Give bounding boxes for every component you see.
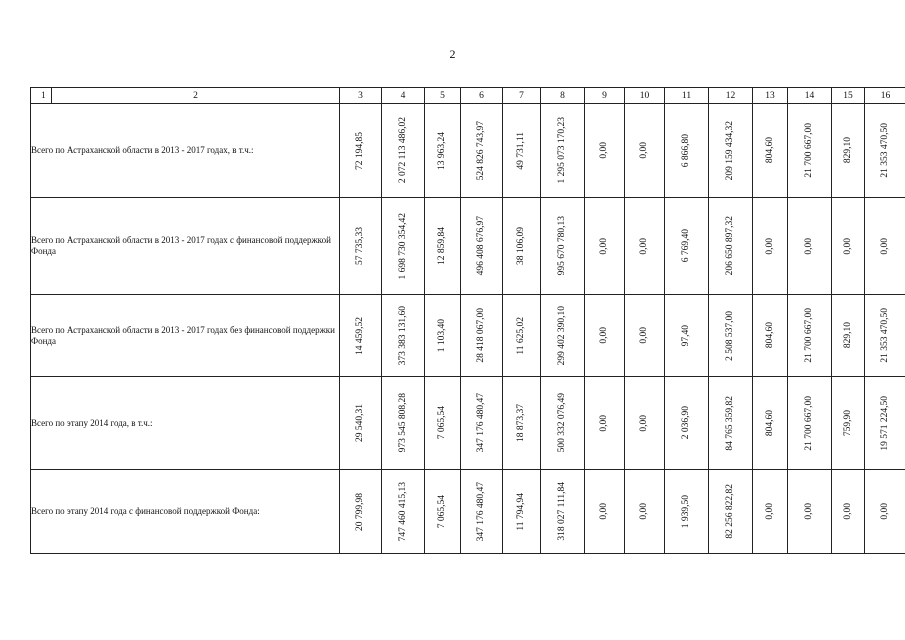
value-text: 38 106,09 bbox=[516, 227, 526, 265]
value-cell bbox=[425, 295, 461, 377]
value-cell bbox=[541, 470, 585, 554]
table-row-region-total bbox=[31, 104, 905, 198]
header-cell: 11 bbox=[665, 88, 709, 104]
value-cell bbox=[340, 377, 382, 470]
value-text: 373 383 131,60 bbox=[397, 305, 408, 366]
value-text: 0,00 bbox=[804, 503, 814, 520]
value-cell bbox=[425, 470, 461, 554]
value-text: 7 065,54 bbox=[437, 494, 447, 529]
value-cell bbox=[625, 377, 665, 470]
value-text: 0,00 bbox=[599, 142, 609, 159]
value-cell bbox=[625, 470, 665, 554]
value-text: 72 194,85 bbox=[355, 131, 365, 170]
value-text: 347 176 480,47 bbox=[476, 393, 486, 453]
header-cell: 3 bbox=[340, 88, 382, 104]
value-cell bbox=[832, 377, 865, 470]
value-text: 0,00 bbox=[842, 237, 853, 255]
value-text: 0,00 bbox=[639, 327, 649, 344]
value-cell bbox=[788, 295, 832, 377]
value-cell bbox=[382, 377, 425, 470]
value-cell bbox=[753, 198, 788, 295]
value-cell bbox=[541, 295, 585, 377]
header-cell: 10 bbox=[625, 88, 665, 104]
value-text: 0,00 bbox=[599, 414, 609, 432]
value-cell bbox=[382, 295, 425, 377]
value-cell bbox=[665, 470, 709, 554]
value-cell bbox=[585, 470, 625, 554]
value-text: 1 939,50 bbox=[681, 494, 691, 529]
value-text: 6 866,80 bbox=[681, 133, 691, 168]
value-cell bbox=[425, 104, 461, 198]
value-text: 206 650 897,32 bbox=[725, 216, 735, 276]
value-text: 0,00 bbox=[880, 503, 890, 520]
value-text: 1 103,40 bbox=[437, 318, 447, 353]
header-cell: 12 bbox=[709, 88, 753, 104]
value-cell bbox=[709, 198, 753, 295]
value-cell bbox=[340, 198, 382, 295]
value-text: 21 353 470,50 bbox=[880, 123, 890, 178]
value-text: 0,00 bbox=[599, 327, 609, 344]
value-text: 0,00 bbox=[639, 503, 649, 520]
value-cell bbox=[753, 470, 788, 554]
value-cell bbox=[865, 295, 905, 377]
value-text: 759,90 bbox=[842, 409, 853, 437]
row-label: Всего по Астраханской области в 2013 - 2017 годах с финансовой поддержкой Фонда bbox=[31, 198, 340, 295]
value-cell bbox=[425, 377, 461, 470]
value-text: 21 353 470,50 bbox=[880, 308, 890, 363]
value-cell bbox=[585, 198, 625, 295]
value-text: 13 963,24 bbox=[437, 131, 447, 170]
value-text: 21 700 667,00 bbox=[804, 395, 814, 451]
value-text: 0,00 bbox=[764, 237, 775, 255]
value-cell bbox=[832, 470, 865, 554]
header-cell: 14 bbox=[788, 88, 832, 104]
value-text: 829,10 bbox=[842, 322, 853, 349]
value-text: 973 545 808,28 bbox=[397, 393, 408, 453]
header-cell: 16 bbox=[865, 88, 905, 104]
value-text: 29 540,31 bbox=[355, 404, 365, 442]
value-text: 19 571 224,50 bbox=[880, 395, 890, 451]
value-cell bbox=[503, 104, 541, 198]
value-text: 84 765 359,82 bbox=[725, 395, 735, 451]
value-cell bbox=[461, 104, 503, 198]
value-text: 0,00 bbox=[639, 237, 649, 255]
header-cell: 8 bbox=[541, 88, 585, 104]
value-cell bbox=[382, 470, 425, 554]
value-cell bbox=[665, 295, 709, 377]
value-cell bbox=[665, 104, 709, 198]
value-cell bbox=[709, 295, 753, 377]
page-number: 2 bbox=[449, 47, 456, 61]
value-cell bbox=[503, 377, 541, 470]
value-cell bbox=[832, 295, 865, 377]
value-text: 28 418 067,00 bbox=[476, 308, 486, 363]
value-text: 7 065,54 bbox=[437, 406, 447, 440]
value-text: 995 670 780,13 bbox=[557, 216, 567, 276]
value-text: 496 408 676,97 bbox=[476, 216, 486, 276]
value-text: 21 700 667,00 bbox=[804, 123, 814, 178]
value-text: 0,00 bbox=[639, 142, 649, 159]
value-cell bbox=[865, 470, 905, 554]
value-text: 0,00 bbox=[842, 503, 853, 520]
value-cell bbox=[541, 104, 585, 198]
value-text: 524 826 743,97 bbox=[476, 120, 486, 181]
value-cell bbox=[585, 104, 625, 198]
value-text: 0,00 bbox=[599, 237, 609, 255]
value-cell bbox=[503, 295, 541, 377]
report-table bbox=[30, 87, 905, 554]
header-cell: 9 bbox=[585, 88, 625, 104]
value-cell bbox=[425, 198, 461, 295]
value-cell bbox=[503, 198, 541, 295]
value-cell bbox=[865, 104, 905, 198]
value-cell bbox=[788, 104, 832, 198]
value-cell bbox=[788, 470, 832, 554]
row-label: Всего по этапу 2014 года, в т.ч.: bbox=[31, 377, 340, 470]
value-cell bbox=[340, 295, 382, 377]
value-cell bbox=[585, 295, 625, 377]
value-text: 6 769,40 bbox=[681, 229, 691, 263]
value-cell bbox=[865, 377, 905, 470]
value-text: 18 873,37 bbox=[516, 404, 526, 442]
value-cell bbox=[788, 198, 832, 295]
value-text: 0,00 bbox=[639, 414, 649, 432]
value-cell bbox=[340, 470, 382, 554]
header-row bbox=[31, 88, 905, 104]
value-cell bbox=[753, 377, 788, 470]
value-text: 804,60 bbox=[764, 137, 775, 164]
value-cell bbox=[788, 377, 832, 470]
value-cell bbox=[340, 104, 382, 198]
value-cell bbox=[585, 377, 625, 470]
value-text: 2 072 113 486,02 bbox=[397, 117, 408, 184]
value-text: 0,00 bbox=[599, 503, 609, 520]
value-text: 57 735,33 bbox=[355, 227, 365, 265]
value-text: 500 332 076,49 bbox=[557, 393, 567, 453]
value-text: 1 698 730 354,42 bbox=[397, 212, 408, 280]
table-row-stage-2014-total bbox=[31, 377, 905, 470]
header-cell: 2 bbox=[52, 88, 340, 104]
value-cell bbox=[541, 198, 585, 295]
table-row-stage-2014-with-fund bbox=[31, 470, 905, 554]
value-text: 2 036,90 bbox=[681, 406, 691, 440]
value-text: 21 700 667,00 bbox=[804, 308, 814, 363]
value-text: 347 176 480,47 bbox=[476, 481, 486, 542]
value-text: 49 731,11 bbox=[516, 131, 526, 170]
value-cell bbox=[461, 295, 503, 377]
value-cell bbox=[503, 470, 541, 554]
table-row-region-with-fund bbox=[31, 198, 905, 295]
row-label: Всего по Астраханской области в 2013 - 2017 годах без финансовой поддержки Фонда bbox=[31, 295, 340, 377]
value-cell bbox=[382, 198, 425, 295]
header-cell: 7 bbox=[503, 88, 541, 104]
header-cell: 15 bbox=[832, 88, 865, 104]
value-cell bbox=[625, 198, 665, 295]
value-text: 209 159 434,32 bbox=[725, 120, 735, 181]
row-label: Всего по этапу 2014 года с финансовой поддержкой Фонда: bbox=[31, 470, 340, 554]
value-cell bbox=[625, 104, 665, 198]
value-cell bbox=[832, 198, 865, 295]
value-cell bbox=[832, 104, 865, 198]
value-text: 0,00 bbox=[764, 503, 775, 520]
value-cell bbox=[461, 198, 503, 295]
value-text: 804,60 bbox=[764, 322, 775, 349]
value-cell bbox=[709, 470, 753, 554]
value-text: 20 799,98 bbox=[355, 492, 365, 531]
value-text: 11 794,94 bbox=[516, 492, 526, 531]
value-text: 1 295 073 170,23 bbox=[557, 117, 567, 184]
value-cell bbox=[665, 198, 709, 295]
value-text: 12 859,84 bbox=[437, 227, 447, 265]
value-text: 0,00 bbox=[880, 237, 890, 255]
value-text: 0,00 bbox=[804, 237, 814, 255]
value-cell bbox=[753, 295, 788, 377]
value-cell bbox=[865, 198, 905, 295]
header-cell: 13 bbox=[753, 88, 788, 104]
value-text: 11 625,02 bbox=[516, 316, 526, 355]
value-cell bbox=[461, 470, 503, 554]
value-text: 747 460 415,13 bbox=[397, 481, 408, 542]
header-cell: 4 bbox=[382, 88, 425, 104]
value-text: 2 508 537,00 bbox=[725, 310, 735, 361]
value-text: 804,60 bbox=[764, 409, 775, 437]
value-text: 97,40 bbox=[681, 324, 691, 347]
header-cell: 1 bbox=[31, 88, 52, 104]
value-text: 82 256 822,82 bbox=[725, 484, 735, 539]
row-label: Всего по Астраханской области в 2013 - 2017 годах, в т.ч.: bbox=[31, 104, 340, 198]
value-cell bbox=[753, 104, 788, 198]
table-row-region-without-fund bbox=[31, 295, 905, 377]
value-cell bbox=[665, 377, 709, 470]
value-cell bbox=[625, 295, 665, 377]
value-text: 299 402 390,10 bbox=[557, 305, 567, 366]
value-cell bbox=[461, 377, 503, 470]
value-text: 318 027 111,84 bbox=[557, 482, 567, 541]
value-cell bbox=[709, 377, 753, 470]
header-cell: 5 bbox=[425, 88, 461, 104]
header-cell: 6 bbox=[461, 88, 503, 104]
value-cell bbox=[382, 104, 425, 198]
value-text: 14 459,52 bbox=[355, 316, 365, 355]
value-text: 829,10 bbox=[842, 137, 853, 164]
value-cell bbox=[541, 377, 585, 470]
value-cell bbox=[709, 104, 753, 198]
